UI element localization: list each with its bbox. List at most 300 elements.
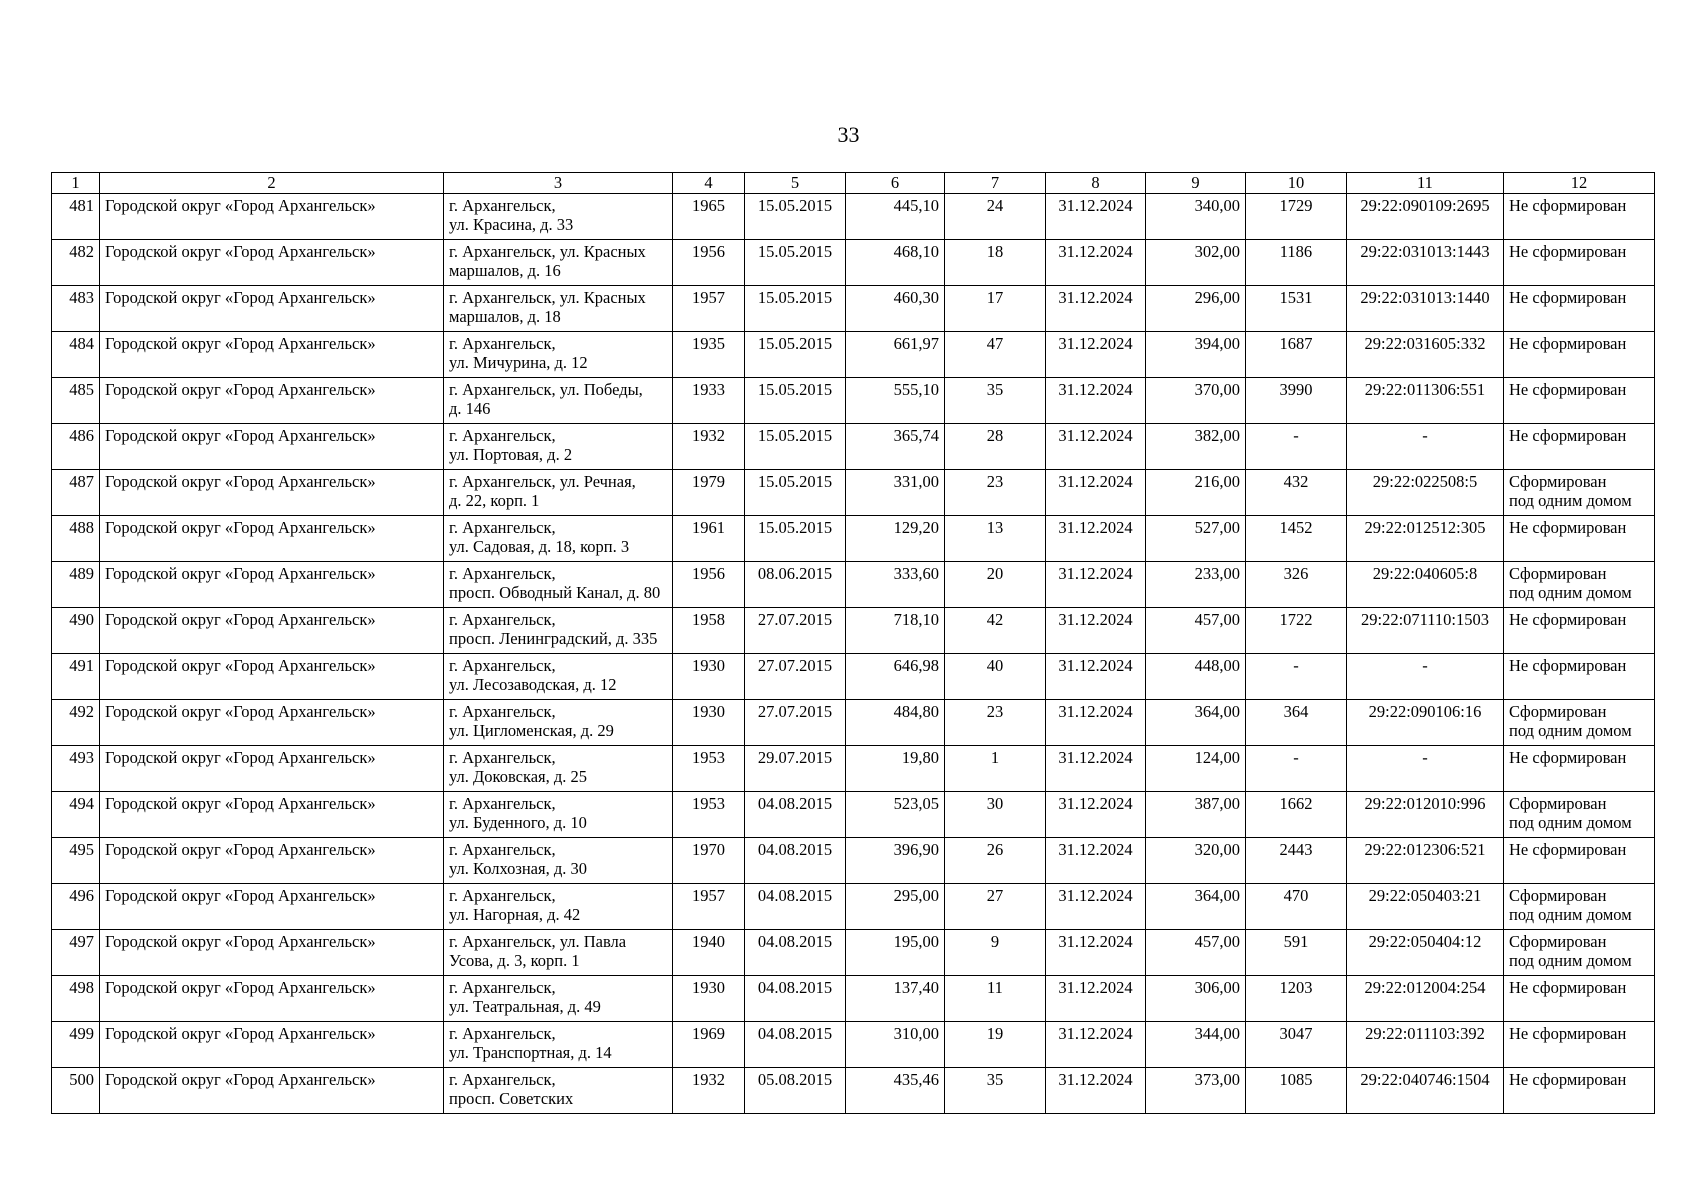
address-line: маршалов, д. 18 bbox=[449, 307, 561, 326]
resettlement-deadline-cell: 31.12.2024 bbox=[1046, 746, 1146, 792]
year-built-cell: 1933 bbox=[673, 378, 745, 424]
land-status-cell bbox=[1504, 608, 1655, 654]
land-status-cell bbox=[1504, 700, 1655, 746]
land-area-cell: 1452 bbox=[1246, 516, 1347, 562]
land-area-cell: 470 bbox=[1246, 884, 1347, 930]
residents-cell: 17 bbox=[945, 286, 1046, 332]
municipality-cell: Городской округ «Город Архангельск» bbox=[100, 1022, 444, 1068]
row-number-cell: 497 bbox=[52, 930, 100, 976]
land-status-cell bbox=[1504, 838, 1655, 884]
residents-cell: 20 bbox=[945, 562, 1046, 608]
housing-registry-table bbox=[51, 172, 1655, 1114]
address-line: ул. Доковская, д. 25 bbox=[449, 767, 588, 786]
table-row bbox=[52, 838, 1655, 884]
area-cell: 129,20 bbox=[846, 516, 945, 562]
land-area-cell: 1722 bbox=[1246, 608, 1347, 654]
cadastral-number-cell: 29:22:031605:332 bbox=[1347, 332, 1504, 378]
land-status-line: под одним домом bbox=[1509, 721, 1632, 740]
land-status-cell bbox=[1504, 562, 1655, 608]
table-row bbox=[52, 424, 1655, 470]
recognition-date-cell: 27.07.2015 bbox=[745, 654, 846, 700]
land-status-line: Не сформирован bbox=[1509, 1024, 1627, 1043]
recognition-date-cell: 15.05.2015 bbox=[745, 240, 846, 286]
resettlement-deadline-cell: 31.12.2024 bbox=[1046, 378, 1146, 424]
column-header: 3 bbox=[444, 173, 673, 194]
address-cell bbox=[444, 194, 673, 240]
cadastral-number-cell: 29:22:031013:1440 bbox=[1347, 286, 1504, 332]
land-status-cell bbox=[1504, 516, 1655, 562]
cadastral-number-cell: 29:22:012512:305 bbox=[1347, 516, 1504, 562]
land-area-cell: - bbox=[1246, 654, 1347, 700]
area-cell: 646,98 bbox=[846, 654, 945, 700]
year-built-cell: 1961 bbox=[673, 516, 745, 562]
land-status-line: Не сформирован bbox=[1509, 196, 1627, 215]
residents-cell: 47 bbox=[945, 332, 1046, 378]
address-line: маршалов, д. 16 bbox=[449, 261, 561, 280]
year-built-cell: 1956 bbox=[673, 562, 745, 608]
column-header: 6 bbox=[846, 173, 945, 194]
cadastral-number-cell: 29:22:031013:1443 bbox=[1347, 240, 1504, 286]
value-cell: 364,00 bbox=[1146, 884, 1246, 930]
land-status-cell bbox=[1504, 332, 1655, 378]
land-area-cell: 1729 bbox=[1246, 194, 1347, 240]
residents-cell: 9 bbox=[945, 930, 1046, 976]
table-row bbox=[52, 746, 1655, 792]
area-cell: 484,80 bbox=[846, 700, 945, 746]
residents-cell: 30 bbox=[945, 792, 1046, 838]
recognition-date-cell: 29.07.2015 bbox=[745, 746, 846, 792]
address-cell bbox=[444, 378, 673, 424]
column-header: 1 bbox=[52, 173, 100, 194]
table-row bbox=[52, 1022, 1655, 1068]
value-cell: 373,00 bbox=[1146, 1068, 1246, 1114]
address-line: г. Архангельск, bbox=[449, 886, 556, 905]
address-cell bbox=[444, 1022, 673, 1068]
cadastral-number-cell: 29:22:040746:1504 bbox=[1347, 1068, 1504, 1114]
row-number-cell: 489 bbox=[52, 562, 100, 608]
recognition-date-cell: 04.08.2015 bbox=[745, 884, 846, 930]
table-row bbox=[52, 608, 1655, 654]
address-line: ул. Цигломенская, д. 29 bbox=[449, 721, 614, 740]
resettlement-deadline-cell: 31.12.2024 bbox=[1046, 562, 1146, 608]
resettlement-deadline-cell: 31.12.2024 bbox=[1046, 654, 1146, 700]
table-row bbox=[52, 1068, 1655, 1114]
column-header: 4 bbox=[673, 173, 745, 194]
value-cell: 457,00 bbox=[1146, 930, 1246, 976]
residents-cell: 24 bbox=[945, 194, 1046, 240]
address-line: г. Архангельск, ул. Красных bbox=[449, 288, 646, 307]
land-status-line: Не сформирован bbox=[1509, 426, 1627, 445]
area-cell: 19,80 bbox=[846, 746, 945, 792]
land-status-line: Не сформирован bbox=[1509, 840, 1627, 859]
value-cell: 370,00 bbox=[1146, 378, 1246, 424]
land-status-cell bbox=[1504, 792, 1655, 838]
table-row bbox=[52, 976, 1655, 1022]
land-status-cell bbox=[1504, 424, 1655, 470]
municipality-cell: Городской округ «Город Архангельск» bbox=[100, 976, 444, 1022]
area-cell: 331,00 bbox=[846, 470, 945, 516]
land-status-line: Не сформирован bbox=[1509, 1070, 1627, 1089]
address-line: ул. Лесозаводская, д. 12 bbox=[449, 675, 617, 694]
table-row bbox=[52, 240, 1655, 286]
year-built-cell: 1970 bbox=[673, 838, 745, 884]
land-area-cell: 3047 bbox=[1246, 1022, 1347, 1068]
column-header: 5 bbox=[745, 173, 846, 194]
municipality-cell: Городской округ «Город Архангельск» bbox=[100, 424, 444, 470]
residents-cell: 23 bbox=[945, 470, 1046, 516]
address-line: ул. Садовая, д. 18, корп. 3 bbox=[449, 537, 630, 556]
column-header: 11 bbox=[1347, 173, 1504, 194]
area-cell: 365,74 bbox=[846, 424, 945, 470]
land-status-line: Не сформирован bbox=[1509, 288, 1627, 307]
row-number-cell: 496 bbox=[52, 884, 100, 930]
resettlement-deadline-cell: 31.12.2024 bbox=[1046, 240, 1146, 286]
address-cell bbox=[444, 976, 673, 1022]
area-cell: 445,10 bbox=[846, 194, 945, 240]
value-cell: 394,00 bbox=[1146, 332, 1246, 378]
recognition-date-cell: 15.05.2015 bbox=[745, 286, 846, 332]
value-cell: 302,00 bbox=[1146, 240, 1246, 286]
page-number: 33 bbox=[837, 122, 860, 147]
address-line: просп. Советских bbox=[449, 1089, 574, 1108]
value-cell: 364,00 bbox=[1146, 700, 1246, 746]
area-cell: 718,10 bbox=[846, 608, 945, 654]
year-built-cell: 1935 bbox=[673, 332, 745, 378]
column-header: 9 bbox=[1146, 173, 1246, 194]
recognition-date-cell: 08.06.2015 bbox=[745, 562, 846, 608]
municipality-cell: Городской округ «Город Архангельск» bbox=[100, 378, 444, 424]
cadastral-number-cell: 29:22:090109:2695 bbox=[1347, 194, 1504, 240]
column-header: 10 bbox=[1246, 173, 1347, 194]
row-number-cell: 490 bbox=[52, 608, 100, 654]
year-built-cell: 1956 bbox=[673, 240, 745, 286]
address-line: г. Архангельск, bbox=[449, 426, 556, 445]
row-number-cell: 481 bbox=[52, 194, 100, 240]
land-status-line: Сформирован bbox=[1509, 794, 1607, 813]
row-number-cell: 482 bbox=[52, 240, 100, 286]
land-status-cell bbox=[1504, 240, 1655, 286]
municipality-cell: Городской округ «Город Архангельск» bbox=[100, 654, 444, 700]
value-cell: 124,00 bbox=[1146, 746, 1246, 792]
value-cell: 320,00 bbox=[1146, 838, 1246, 884]
address-line: д. 22, корп. 1 bbox=[449, 491, 540, 510]
address-line: г. Архангельск, bbox=[449, 334, 556, 353]
recognition-date-cell: 27.07.2015 bbox=[745, 700, 846, 746]
area-cell: 435,46 bbox=[846, 1068, 945, 1114]
table-row bbox=[52, 332, 1655, 378]
cadastral-number-cell: 29:22:071110:1503 bbox=[1347, 608, 1504, 654]
cadastral-number-cell: 29:22:022508:5 bbox=[1347, 470, 1504, 516]
municipality-cell: Городской округ «Город Архангельск» bbox=[100, 746, 444, 792]
municipality-cell: Городской округ «Город Архангельск» bbox=[100, 194, 444, 240]
residents-cell: 35 bbox=[945, 1068, 1046, 1114]
column-header: 7 bbox=[945, 173, 1046, 194]
residents-cell: 26 bbox=[945, 838, 1046, 884]
address-line: г. Архангельск, ул. Павла bbox=[449, 932, 627, 951]
address-line: Усова, д. 3, корп. 1 bbox=[449, 951, 580, 970]
resettlement-deadline-cell: 31.12.2024 bbox=[1046, 194, 1146, 240]
cadastral-number-cell: 29:22:012306:521 bbox=[1347, 838, 1504, 884]
table-body bbox=[52, 194, 1655, 1114]
cadastral-number-cell: - bbox=[1347, 424, 1504, 470]
row-number-cell: 486 bbox=[52, 424, 100, 470]
address-cell bbox=[444, 424, 673, 470]
value-cell: 344,00 bbox=[1146, 1022, 1246, 1068]
land-status-line: Не сформирован bbox=[1509, 978, 1627, 997]
land-area-cell: 1662 bbox=[1246, 792, 1347, 838]
land-status-line: Не сформирован bbox=[1509, 656, 1627, 675]
land-status-line: Сформирован bbox=[1509, 564, 1607, 583]
municipality-cell: Городской округ «Город Архангельск» bbox=[100, 240, 444, 286]
cadastral-number-cell: 29:22:012010:996 bbox=[1347, 792, 1504, 838]
municipality-cell: Городской округ «Город Архангельск» bbox=[100, 516, 444, 562]
municipality-cell: Городской округ «Город Архангельск» bbox=[100, 562, 444, 608]
land-status-cell bbox=[1504, 286, 1655, 332]
residents-cell: 23 bbox=[945, 700, 1046, 746]
recognition-date-cell: 04.08.2015 bbox=[745, 1022, 846, 1068]
address-cell bbox=[444, 470, 673, 516]
address-line: ул. Колхозная, д. 30 bbox=[449, 859, 587, 878]
table-row bbox=[52, 194, 1655, 240]
land-status-line: под одним домом bbox=[1509, 905, 1632, 924]
residents-cell: 1 bbox=[945, 746, 1046, 792]
address-cell bbox=[444, 240, 673, 286]
address-line: г. Архангельск, bbox=[449, 518, 556, 537]
recognition-date-cell: 05.08.2015 bbox=[745, 1068, 846, 1114]
cadastral-number-cell: - bbox=[1347, 746, 1504, 792]
column-number-row bbox=[52, 173, 1655, 194]
address-line: ул. Нагорная, д. 42 bbox=[449, 905, 581, 924]
recognition-date-cell: 04.08.2015 bbox=[745, 976, 846, 1022]
land-status-line: Не сформирован bbox=[1509, 610, 1627, 629]
address-cell bbox=[444, 332, 673, 378]
column-header: 2 bbox=[100, 173, 444, 194]
area-cell: 310,00 bbox=[846, 1022, 945, 1068]
resettlement-deadline-cell: 31.12.2024 bbox=[1046, 470, 1146, 516]
row-number-cell: 485 bbox=[52, 378, 100, 424]
resettlement-deadline-cell: 31.12.2024 bbox=[1046, 608, 1146, 654]
land-status-cell bbox=[1504, 378, 1655, 424]
cadastral-number-cell: 29:22:040605:8 bbox=[1347, 562, 1504, 608]
land-status-cell bbox=[1504, 654, 1655, 700]
residents-cell: 11 bbox=[945, 976, 1046, 1022]
address-cell bbox=[444, 930, 673, 976]
land-status-cell bbox=[1504, 194, 1655, 240]
value-cell: 448,00 bbox=[1146, 654, 1246, 700]
table-row bbox=[52, 792, 1655, 838]
resettlement-deadline-cell: 31.12.2024 bbox=[1046, 286, 1146, 332]
address-cell bbox=[444, 286, 673, 332]
year-built-cell: 1953 bbox=[673, 746, 745, 792]
area-cell: 555,10 bbox=[846, 378, 945, 424]
column-header: 8 bbox=[1046, 173, 1146, 194]
year-built-cell: 1958 bbox=[673, 608, 745, 654]
address-line: д. 146 bbox=[449, 399, 491, 418]
value-cell: 340,00 bbox=[1146, 194, 1246, 240]
year-built-cell: 1957 bbox=[673, 884, 745, 930]
address-line: г. Архангельск, bbox=[449, 978, 556, 997]
address-line: г. Архангельск, bbox=[449, 564, 556, 583]
residents-cell: 18 bbox=[945, 240, 1046, 286]
value-cell: 527,00 bbox=[1146, 516, 1246, 562]
cadastral-number-cell: - bbox=[1347, 654, 1504, 700]
address-line: г. Архангельск, ул. Речная, bbox=[449, 472, 636, 491]
residents-cell: 42 bbox=[945, 608, 1046, 654]
address-line: г. Архангельск, bbox=[449, 1070, 556, 1089]
table-row bbox=[52, 884, 1655, 930]
land-status-line: Сформирован bbox=[1509, 702, 1607, 721]
table-row bbox=[52, 286, 1655, 332]
recognition-date-cell: 15.05.2015 bbox=[745, 332, 846, 378]
area-cell: 195,00 bbox=[846, 930, 945, 976]
municipality-cell: Городской округ «Город Архангельск» bbox=[100, 470, 444, 516]
table-row bbox=[52, 700, 1655, 746]
address-line: ул. Мичурина, д. 12 bbox=[449, 353, 588, 372]
recognition-date-cell: 04.08.2015 bbox=[745, 792, 846, 838]
year-built-cell: 1930 bbox=[673, 976, 745, 1022]
land-status-line: Сформирован bbox=[1509, 472, 1607, 491]
resettlement-deadline-cell: 31.12.2024 bbox=[1046, 516, 1146, 562]
cadastral-number-cell: 29:22:050403:21 bbox=[1347, 884, 1504, 930]
land-status-line: Не сформирован bbox=[1509, 242, 1627, 261]
row-number-cell: 487 bbox=[52, 470, 100, 516]
land-status-cell bbox=[1504, 746, 1655, 792]
resettlement-deadline-cell: 31.12.2024 bbox=[1046, 700, 1146, 746]
land-area-cell: 2443 bbox=[1246, 838, 1347, 884]
year-built-cell: 1965 bbox=[673, 194, 745, 240]
resettlement-deadline-cell: 31.12.2024 bbox=[1046, 1022, 1146, 1068]
address-cell bbox=[444, 884, 673, 930]
resettlement-deadline-cell: 31.12.2024 bbox=[1046, 1068, 1146, 1114]
address-line: ул. Транспортная, д. 14 bbox=[449, 1043, 612, 1062]
area-cell: 460,30 bbox=[846, 286, 945, 332]
residents-cell: 27 bbox=[945, 884, 1046, 930]
row-number-cell: 494 bbox=[52, 792, 100, 838]
municipality-cell: Городской округ «Город Архангельск» bbox=[100, 286, 444, 332]
table-row bbox=[52, 516, 1655, 562]
land-status-cell bbox=[1504, 1068, 1655, 1114]
address-cell bbox=[444, 654, 673, 700]
recognition-date-cell: 04.08.2015 bbox=[745, 838, 846, 884]
address-line: ул. Буденного, д. 10 bbox=[449, 813, 587, 832]
land-area-cell: 432 bbox=[1246, 470, 1347, 516]
municipality-cell: Городской округ «Город Архангельск» bbox=[100, 332, 444, 378]
address-line: г. Архангельск, bbox=[449, 748, 556, 767]
area-cell: 396,90 bbox=[846, 838, 945, 884]
land-status-line: Не сформирован bbox=[1509, 334, 1627, 353]
land-status-cell bbox=[1504, 1022, 1655, 1068]
area-cell: 661,97 bbox=[846, 332, 945, 378]
cadastral-number-cell: 29:22:011103:392 bbox=[1347, 1022, 1504, 1068]
address-line: ул. Красина, д. 33 bbox=[449, 215, 574, 234]
table-row bbox=[52, 378, 1655, 424]
municipality-cell: Городской округ «Город Архангельск» bbox=[100, 930, 444, 976]
row-number-cell: 499 bbox=[52, 1022, 100, 1068]
address-line: г. Архангельск, ул. Красных bbox=[449, 242, 646, 261]
row-number-cell: 492 bbox=[52, 700, 100, 746]
year-built-cell: 1930 bbox=[673, 654, 745, 700]
value-cell: 387,00 bbox=[1146, 792, 1246, 838]
year-built-cell: 1940 bbox=[673, 930, 745, 976]
resettlement-deadline-cell: 31.12.2024 bbox=[1046, 976, 1146, 1022]
address-line: ул. Театральная, д. 49 bbox=[449, 997, 601, 1016]
address-cell bbox=[444, 746, 673, 792]
year-built-cell: 1979 bbox=[673, 470, 745, 516]
address-line: г. Архангельск, bbox=[449, 196, 556, 215]
land-status-line: Не сформирован bbox=[1509, 518, 1627, 537]
row-number-cell: 500 bbox=[52, 1068, 100, 1114]
row-number-cell: 483 bbox=[52, 286, 100, 332]
year-built-cell: 1932 bbox=[673, 424, 745, 470]
address-line: г. Архангельск, ул. Победы, bbox=[449, 380, 643, 399]
land-status-line: Сформирован bbox=[1509, 886, 1607, 905]
land-status-cell bbox=[1504, 884, 1655, 930]
land-status-line: под одним домом bbox=[1509, 951, 1632, 970]
land-status-line: под одним домом bbox=[1509, 583, 1632, 602]
recognition-date-cell: 15.05.2015 bbox=[745, 194, 846, 240]
table-row bbox=[52, 654, 1655, 700]
area-cell: 137,40 bbox=[846, 976, 945, 1022]
row-number-cell: 491 bbox=[52, 654, 100, 700]
cadastral-number-cell: 29:22:050404:12 bbox=[1347, 930, 1504, 976]
recognition-date-cell: 15.05.2015 bbox=[745, 516, 846, 562]
cadastral-number-cell: 29:22:012004:254 bbox=[1347, 976, 1504, 1022]
residents-cell: 40 bbox=[945, 654, 1046, 700]
table-row bbox=[52, 930, 1655, 976]
row-number-cell: 495 bbox=[52, 838, 100, 884]
land-area-cell: 3990 bbox=[1246, 378, 1347, 424]
land-status-cell bbox=[1504, 930, 1655, 976]
area-cell: 295,00 bbox=[846, 884, 945, 930]
resettlement-deadline-cell: 31.12.2024 bbox=[1046, 930, 1146, 976]
land-status-line: Не сформирован bbox=[1509, 380, 1627, 399]
value-cell: 296,00 bbox=[1146, 286, 1246, 332]
year-built-cell: 1957 bbox=[673, 286, 745, 332]
recognition-date-cell: 15.05.2015 bbox=[745, 424, 846, 470]
year-built-cell: 1932 bbox=[673, 1068, 745, 1114]
address-cell bbox=[444, 792, 673, 838]
resettlement-deadline-cell: 31.12.2024 bbox=[1046, 884, 1146, 930]
land-status-line: под одним домом bbox=[1509, 491, 1632, 510]
resettlement-deadline-cell: 31.12.2024 bbox=[1046, 332, 1146, 378]
row-number-cell: 488 bbox=[52, 516, 100, 562]
land-status-line: Сформирован bbox=[1509, 932, 1607, 951]
year-built-cell: 1930 bbox=[673, 700, 745, 746]
value-cell: 382,00 bbox=[1146, 424, 1246, 470]
address-line: г. Архангельск, bbox=[449, 1024, 556, 1043]
municipality-cell: Городской округ «Город Архангельск» bbox=[100, 838, 444, 884]
residents-cell: 28 bbox=[945, 424, 1046, 470]
recognition-date-cell: 15.05.2015 bbox=[745, 378, 846, 424]
area-cell: 468,10 bbox=[846, 240, 945, 286]
land-status-line: Не сформирован bbox=[1509, 748, 1627, 767]
municipality-cell: Городской округ «Город Архангельск» bbox=[100, 700, 444, 746]
address-cell bbox=[444, 700, 673, 746]
row-number-cell: 493 bbox=[52, 746, 100, 792]
value-cell: 233,00 bbox=[1146, 562, 1246, 608]
year-built-cell: 1969 bbox=[673, 1022, 745, 1068]
residents-cell: 13 bbox=[945, 516, 1046, 562]
row-number-cell: 498 bbox=[52, 976, 100, 1022]
area-cell: 333,60 bbox=[846, 562, 945, 608]
land-area-cell: 1186 bbox=[1246, 240, 1347, 286]
land-area-cell: 364 bbox=[1246, 700, 1347, 746]
address-line: г. Архангельск, bbox=[449, 610, 556, 629]
value-cell: 306,00 bbox=[1146, 976, 1246, 1022]
table-row bbox=[52, 562, 1655, 608]
cadastral-number-cell: 29:22:011306:551 bbox=[1347, 378, 1504, 424]
address-line: г. Архангельск, bbox=[449, 656, 556, 675]
